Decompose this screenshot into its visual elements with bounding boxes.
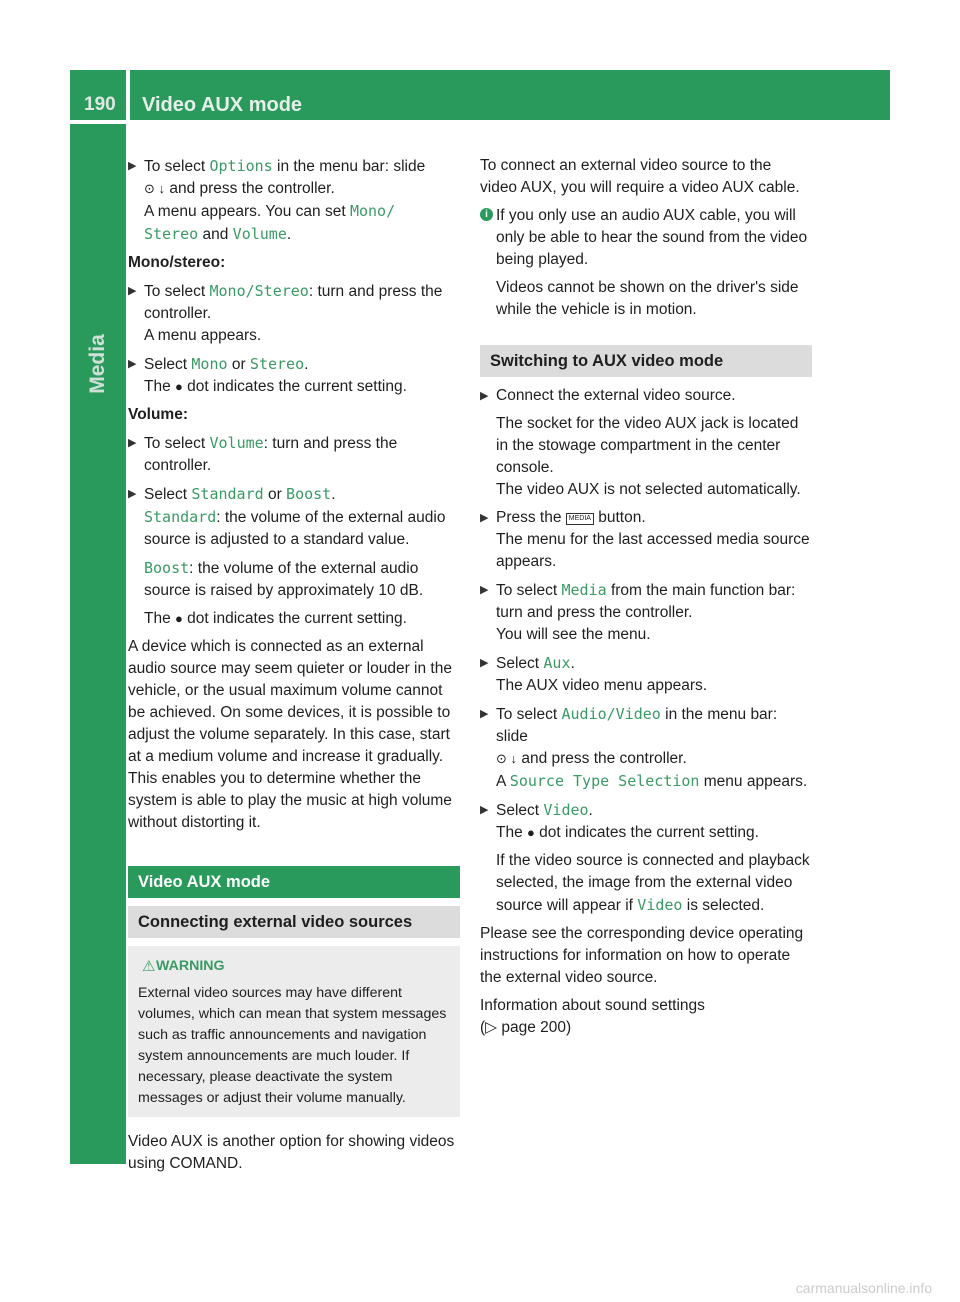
paragraph-video-aux: Video AUX is another option for showing videos using COMAND. (128, 1133, 455, 1172)
paragraph-intro: To connect an external video source to the video AUX, you will require a video AUX cable. (480, 157, 800, 196)
arrow-icon: ▶ (128, 358, 137, 370)
arrow-icon: ▶ (480, 512, 489, 524)
subsection-bar-switching: Switching to AUX video mode (480, 345, 812, 377)
page-number: 190 (84, 94, 116, 115)
dot-icon: ● (527, 825, 535, 840)
right-column (480, 155, 812, 1045)
dot-icon: ● (175, 379, 183, 394)
warning-triangle-icon: ⚠ (142, 958, 156, 975)
playback-note: If the video source is connected and playback selected, the image from the external video source will appear if Video is selected. (496, 852, 810, 914)
info-icon: i (480, 208, 493, 221)
step-select-standard: ▶ Select Standard or Boost. Standard: the volume of the external audio source is adjusted to a standard value. (128, 485, 446, 548)
info-note: i If you only use an audio AUX cable, you will only be able to hear the sound from the video being played. Videos cannot be shown on the driver's side while the vehicle is in motion. (480, 205, 812, 321)
header-separator (126, 70, 130, 120)
subsection-bar-connecting: Connecting external video sources (128, 906, 460, 938)
step-connect-source: ▶ Connect the external video source. (480, 385, 812, 407)
dot-icon: ● (175, 611, 183, 626)
page-reference-link[interactable]: (▷ page 200) (480, 1019, 572, 1036)
controller-slide-icon: ⊙ ↓ (144, 181, 166, 196)
warning-text: External video sources may have different volumes, which can mean that system messages such as traffic announcements and navigation system announcements are much louder. If necessary, please deactivate the system messages or adjust their volume manually. (138, 985, 447, 1106)
arrow-icon: ▶ (128, 437, 137, 449)
left-column (128, 155, 460, 1181)
warning-title: ⚠ WARNING (142, 958, 225, 975)
socket-note: The socket for the video AUX jack is located in the stowage compartment in the center console. The video AUX is not selected automatically. (496, 415, 801, 498)
arrow-icon: ▶ (480, 657, 489, 669)
paragraph-device-instructions: Please see the corresponding device operating instructions for information on how to operate the external video source. (480, 925, 804, 986)
page-title: Video AUX mode (142, 94, 303, 116)
heading-volume: Volume: (128, 406, 188, 423)
step-audio-video: ▶ To select Audio/Video in the menu bar: slide ⊙ ↓ and press the controller. A Source Type Selection menu appears. (480, 705, 808, 790)
paragraph-sound-settings: Information about sound settings (480, 997, 705, 1014)
step-press-media: ▶ Press the MEDIA button. The menu for the last accessed media source appears. (480, 509, 810, 570)
warning-box (128, 946, 460, 1117)
step-select-aux: ▶ Select Aux. The AUX video menu appears. (480, 654, 708, 694)
paragraph-volume-note: A device which is connected as an external audio source may seem quieter or louder in the vehicle, or the usual maximum volume cannot be achieved. On some devices, it is possible to adjust the volume separately. In this case, start at a medium volume and increase it gradually. This enables you to determine whether the system is able to play the music at high volume without distorting it. (128, 638, 452, 831)
side-bar (70, 124, 126, 1164)
controller-slide-icon: ⊙ ↓ (496, 751, 518, 766)
dot-note: The ● dot indicates the current setting. (144, 610, 407, 627)
side-tab (70, 244, 126, 484)
arrow-icon: ▶ (480, 804, 489, 816)
media-button-icon: MEDIA (566, 513, 594, 525)
section-bar-video-aux: Video AUX mode (128, 866, 460, 898)
page-header (70, 70, 890, 120)
step-mono-stereo: ▶ To select Mono/Stereo: turn and press the controller. A menu appears. (128, 282, 443, 344)
arrow-icon: ▶ (480, 708, 489, 720)
step-options: ▶ To select Options in the menu bar: slide ⊙ ↓ and press the controller. A menu appears. You can set Mono/ Stereo and Volume. (128, 157, 426, 243)
heading-mono-stereo: Mono/stereo: (128, 254, 226, 271)
side-tab-label: Media (86, 334, 109, 394)
arrow-icon: ▶ (128, 488, 137, 500)
watermark: carmanualsonline.info (795, 1280, 932, 1296)
arrow-icon: ▶ (480, 584, 489, 596)
step-volume: ▶ To select Volume: turn and press the controller. (128, 434, 398, 474)
boost-description: Boost: the volume of the external audio source is raised by approximately 10 dB. (144, 559, 424, 599)
arrow-icon: ▶ (128, 285, 137, 297)
step-select-media: ▶ To select Media from the main function bar: turn and press the controller. You will see the menu. (480, 581, 796, 643)
step-select-video: ▶ Select Video. The ● dot indicates the current setting. (480, 801, 759, 841)
arrow-icon: ▶ (128, 160, 137, 172)
arrow-icon: ▶ (480, 390, 489, 402)
step-select-mono: ▶ Select Mono or Stereo. The ● dot indicates the current setting. (128, 355, 407, 395)
